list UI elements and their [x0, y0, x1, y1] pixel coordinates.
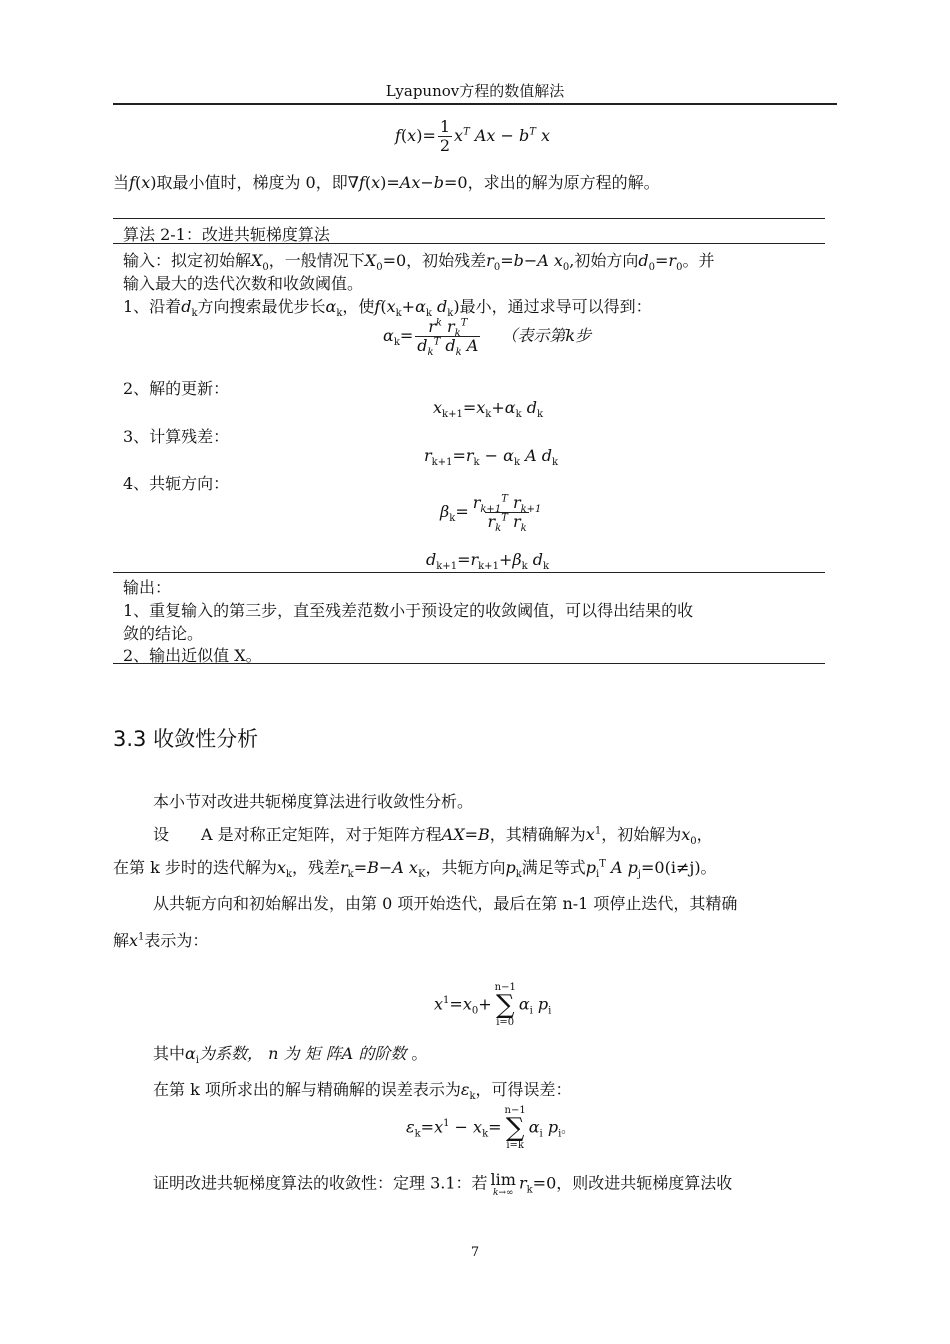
page-number: 7	[470, 1245, 480, 1260]
algorithm-output-rule	[113, 572, 825, 573]
paragraph-iteration-line2: 解$x^1$表示为：	[113, 931, 209, 950]
algorithm-output1-line2: 敛的结论。	[123, 624, 204, 643]
gradient-paragraph: 当f(x)取最小值时，梯度为 0，即∇f(x)=Ax−b=0，求出的解为原方程的解。	[113, 173, 660, 192]
algorithm-input-line2: 输入最大的迭代次数和收敛阈值。	[123, 274, 364, 293]
algorithm-title-rule	[113, 243, 825, 244]
algorithm-top-rule	[113, 218, 825, 219]
step-note: （表示第k步	[501, 326, 592, 345]
header-rule	[113, 103, 837, 105]
algorithm-title: 算法 2-1：改进共轭梯度算法	[123, 225, 330, 244]
algorithm-input-line1: 输入：拟定初始解$X_0$，一般情况下$X_0=0$，初始残差$r_0=b-A$ $x_0$,初始方向$d_0=r_0$。并	[123, 251, 715, 274]
algorithm-step4: 4、共轭方向：	[123, 474, 230, 493]
algorithm-output2: 2、输出近似值 X。	[123, 646, 262, 665]
equation-exact-solution: $x^1=x_0+$ n−1 ∑ i=0 $\alpha_i$ $p_i$	[434, 982, 552, 1028]
paragraph-theorem: 证明改进共轭梯度算法的收敛性：定理 3.1：若 lim k→∞ $r_k=0$，则改进共轭梯度算法收	[153, 1170, 733, 1198]
equation-error: $\varepsilon_k=x^1 - x_k=$ n−1 ∑ i=k $\alpha_i$ $p_i$。	[406, 1105, 574, 1151]
algorithm-bottom-rule	[113, 663, 825, 664]
paragraph-error: 在第 k 项所求出的解与精确解的误差表示为$\varepsilon_k$，可得误差：	[153, 1080, 572, 1103]
section-heading: 3.3 收敛性分析	[113, 727, 259, 751]
algorithm-step2: 2、解的更新：	[123, 379, 230, 398]
equation-direction: $d_{k+1}=r_{k+1}+\beta_k$ $d_k$	[426, 550, 550, 573]
algorithm-output1-line1: 1、重复输入的第三步，直至残差范数小于预设定的收敛阈值，可以得出结果的收	[123, 601, 694, 620]
equation-beta: $\beta_k=$ $\frac{r_{k+1}^T r_{k+1}}{r_k^T r_k}$	[440, 493, 542, 535]
paragraph-setup-line2: 在第 k 步时的迭代解为$x_k$，残差$r_k=B-A$ $x_K$，共轭方向$p_k$满足等式$p_i^T$ A $p_j=0(i\ne j)$。	[113, 858, 717, 881]
equation-residual: $r_{k+1}=r_k - \alpha_k$ A $d_k$	[424, 446, 559, 469]
paragraph-iteration-line1: 从共轭方向和初始解出发，由第 0 项开始迭代，最后在第 n-1 项停止迭代，其精确	[153, 894, 738, 913]
paragraph-intro: 本小节对改进共轭梯度算法进行收敛性分析。	[153, 792, 474, 811]
equation-fx: f(x)= $\frac{1}{2}$ $x^T$ $Ax - b^T$ x	[395, 117, 551, 155]
algorithm-step3: 3、计算残差：	[123, 427, 230, 446]
equation-alpha: $\alpha_k=$ $\frac{r^k r_k^T}{d_k^T d_k A}$ （表示第k步	[383, 317, 592, 359]
paragraph-setup-line1: 设 A 是对称正定矩阵，对于矩阵方程AX=B，其精确解为$x^1$，初始解为$x_0$，	[153, 825, 713, 848]
equation-update: $x_{k+1}=x_k+\alpha_k$ $d_k$	[433, 398, 544, 421]
running-header: Lyapunov方程的数值解法	[385, 82, 565, 100]
algorithm-step1: 1、沿着$d_k$方向搜索最优步长$\alpha_k$，使$f(x_k+\alpha_k$ $d_k$)最小，通过求导可以得到：	[123, 297, 652, 320]
paragraph-coefficients: 其中$\alpha_i$为系数， n 为 矩 阵A 的阶数 。	[153, 1044, 428, 1067]
algorithm-output-label: 输出：	[123, 578, 172, 597]
